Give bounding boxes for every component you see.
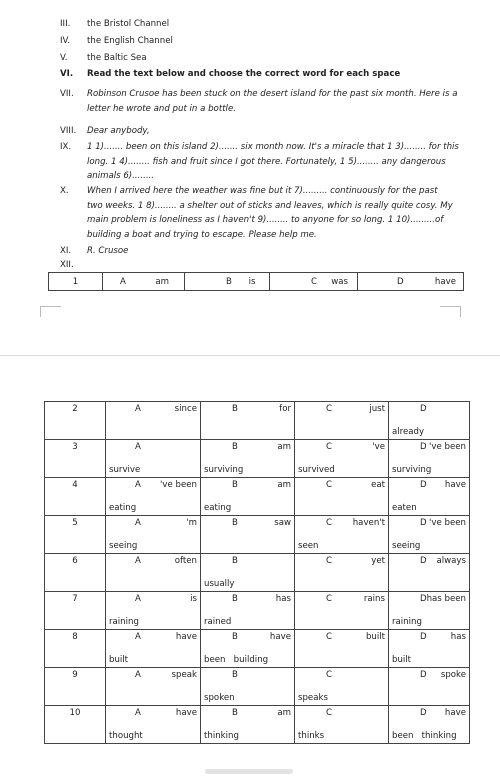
paragraph-number: XI. — [60, 246, 72, 256]
option-value-continued: thinks — [298, 731, 325, 741]
option-a-cell[interactable] — [106, 554, 201, 592]
paragraph-number: VII. — [60, 89, 74, 99]
option-content — [298, 556, 385, 589]
task-number: VI. — [60, 69, 74, 79]
option-value-continued: already — [392, 427, 425, 437]
option-value-continued: speaks — [298, 693, 328, 703]
option-value: haven't — [352, 518, 385, 528]
option-content — [204, 556, 291, 589]
option-letter: D — [420, 404, 427, 414]
option-value-continued: been building — [204, 655, 269, 665]
question-number-cell: 8 — [45, 630, 106, 668]
option-content — [109, 442, 197, 475]
option-value-continued: rained — [204, 617, 232, 627]
option-letter: B — [232, 404, 238, 414]
paragraph-text — [87, 124, 467, 139]
option-letter: A — [135, 594, 141, 604]
option-d-cell[interactable] — [389, 630, 470, 668]
option-letter: A — [120, 276, 126, 287]
option-b-cell[interactable] — [201, 554, 295, 592]
option-letter: C — [326, 594, 333, 604]
option-letter: C — [326, 518, 333, 528]
item-number: IV. — [60, 36, 71, 46]
option-value: since — [174, 404, 197, 414]
option-d-cell[interactable] — [358, 273, 464, 291]
option-letter: B — [232, 480, 238, 490]
option-value-continued: raining — [392, 617, 422, 627]
signature-text: R. Crusoe — [87, 246, 129, 256]
option-value: often — [174, 556, 197, 566]
option-c-cell[interactable] — [295, 478, 389, 516]
option-value-continued: usually — [204, 579, 235, 589]
option-value-continued: surviving — [204, 465, 244, 475]
item-number: III. — [60, 19, 71, 29]
option-value: have — [269, 632, 291, 642]
table-row — [45, 630, 470, 668]
option-value-continued: seeing — [392, 541, 421, 551]
paragraph-number: X. — [60, 186, 69, 196]
option-content — [298, 632, 385, 665]
option-letter: C — [311, 276, 318, 287]
option-letter: C — [326, 480, 333, 490]
option-content — [204, 404, 291, 437]
option-value-continued: surviving — [392, 465, 432, 475]
option-c-cell[interactable] — [295, 630, 389, 668]
option-letter: A — [135, 632, 141, 642]
paragraph-line: letter he wrote and put in a bottle. — [87, 103, 236, 114]
option-value-continued: survive — [109, 465, 141, 475]
option-c-cell[interactable] — [295, 554, 389, 592]
option-value: have — [444, 708, 466, 718]
option-d-cell[interactable] — [389, 592, 470, 630]
option-content — [392, 442, 466, 475]
paragraph-line: long. 1 4)........ fish and fruit since I got there. Fortunately, 1 5)........ any dangerous — [87, 156, 446, 167]
option-content — [204, 632, 291, 665]
option-value-continued: seen — [298, 541, 319, 551]
option-content — [204, 480, 291, 513]
option-d-cell[interactable] — [389, 706, 470, 744]
option-value-continued: eating — [109, 503, 137, 513]
option-a-cell[interactable] — [106, 668, 201, 706]
option-c-cell[interactable] — [295, 592, 389, 630]
option-value: am — [277, 708, 291, 718]
option-content — [109, 404, 197, 437]
scroll-handle[interactable] — [205, 769, 293, 774]
option-letter: B — [232, 556, 238, 566]
paragraph-line: Dear anybody, — [87, 126, 150, 136]
option-letter: D — [420, 594, 427, 604]
option-content — [109, 632, 197, 665]
question-number-cell: 7 — [45, 592, 106, 630]
paragraph-line: 1 1)....... been on this island 2)....... six month now. It's a miracle that 1 3)........ for this — [87, 142, 459, 152]
option-value: is — [248, 276, 256, 287]
option-content — [298, 442, 385, 475]
option-value: 've — [372, 442, 385, 452]
item-text: the Baltic Sea — [87, 53, 147, 63]
paragraph-line: animals 6)........ — [87, 171, 155, 181]
option-a-cell[interactable] — [106, 440, 201, 478]
option-letter: B — [226, 276, 232, 287]
option-b-cell[interactable] — [201, 440, 295, 478]
option-content — [298, 708, 385, 741]
option-letter: C — [326, 670, 333, 680]
option-c-cell[interactable] — [295, 402, 389, 440]
option-letter: C — [326, 404, 333, 414]
option-content — [392, 480, 466, 513]
option-value: just — [369, 404, 385, 414]
question-number-cell: 9 — [45, 668, 106, 706]
task-text: Read the text below and choose the correct word for each space — [87, 69, 401, 79]
option-value-continued: built — [392, 655, 412, 665]
option-d-cell[interactable] — [389, 668, 470, 706]
option-c-cell[interactable] — [295, 668, 389, 706]
option-content — [109, 594, 197, 627]
option-a-cell[interactable] — [106, 402, 201, 440]
option-letter: B — [232, 708, 238, 718]
question-number-cell: 10 — [45, 706, 106, 744]
option-a-cell[interactable] — [106, 592, 201, 630]
paragraph-line: main problem is loneliness as I haven't 9)........ to anyone for so long. 1 10).........of — [87, 215, 444, 225]
option-content — [109, 518, 197, 551]
option-content — [392, 708, 466, 741]
option-content — [392, 404, 466, 437]
option-value: am — [277, 442, 291, 452]
option-c-cell[interactable] — [295, 440, 389, 478]
option-value: 've been — [160, 480, 197, 490]
paragraph-line: building a boat and trying to escape. Please help me. — [87, 229, 317, 240]
option-value-continued: spoken — [204, 693, 235, 703]
option-letter: D — [420, 442, 427, 452]
option-content — [204, 708, 291, 741]
option-value: for — [279, 404, 291, 414]
option-letter: A — [135, 518, 141, 528]
item-text: the English Channel — [87, 36, 173, 46]
question-number-cell: 4 — [45, 478, 106, 516]
option-letter: B — [232, 442, 238, 452]
question-number-cell: 5 — [45, 516, 106, 554]
page-corner-mark — [440, 306, 461, 317]
option-value-continued: survived — [298, 465, 335, 475]
option-value: has — [450, 632, 466, 642]
option-value: spoke — [440, 670, 466, 680]
option-value: have — [434, 276, 456, 287]
option-b-cell[interactable] — [201, 478, 295, 516]
option-value: rains — [363, 594, 385, 604]
option-value-continued: eating — [204, 503, 232, 513]
option-content — [298, 594, 385, 627]
option-letter: C — [326, 556, 333, 566]
option-content — [109, 556, 197, 589]
page-corner-mark — [40, 306, 61, 317]
option-b-cell[interactable] — [201, 630, 295, 668]
option-content — [204, 594, 291, 627]
option-content — [298, 480, 385, 513]
option-b-cell[interactable] — [201, 402, 295, 440]
paragraph-number: IX. — [60, 142, 72, 152]
option-content — [392, 594, 466, 627]
table-row — [45, 516, 470, 554]
option-b-cell[interactable] — [201, 516, 295, 554]
option-value-continued: raining — [109, 617, 139, 627]
option-value: 'm — [186, 518, 197, 528]
page-separator — [0, 355, 500, 356]
option-content — [392, 556, 466, 589]
option-value: am — [277, 480, 291, 490]
paragraph-line: Robinson Crusoe has been stuck on the desert island for the past six month. Here is a — [87, 89, 458, 99]
option-value: has been — [426, 594, 466, 604]
option-value-continued: thought — [109, 731, 143, 741]
option-letter: C — [326, 632, 333, 642]
option-content — [109, 708, 197, 741]
option-letter: A — [135, 404, 141, 414]
option-letter: A — [135, 670, 141, 680]
option-d-cell[interactable] — [389, 554, 470, 592]
paragraph-line: When I arrived here the weather was fine but it 7)......... continuously for the past — [87, 186, 438, 196]
option-letter: D — [420, 518, 427, 528]
table-row — [45, 478, 470, 516]
item-text: the Bristol Channel — [87, 19, 170, 29]
paragraph-text — [87, 87, 467, 116]
option-letter: B — [232, 632, 238, 642]
table-row — [45, 402, 470, 440]
option-c-cell[interactable] — [270, 273, 358, 291]
option-content — [109, 670, 197, 703]
option-letter: C — [326, 708, 333, 718]
option-value: 've been — [429, 442, 466, 452]
option-letter: B — [232, 670, 238, 680]
option-value-continued: built — [109, 655, 129, 665]
option-content — [298, 670, 385, 703]
option-a-cell[interactable] — [106, 516, 201, 554]
option-value: speak — [171, 670, 197, 680]
option-value: is — [190, 594, 197, 604]
option-value-continued: been thinking — [392, 731, 457, 741]
option-a-cell[interactable] — [106, 706, 201, 744]
paragraph-number: XII. — [60, 260, 74, 270]
option-value: eat — [371, 480, 385, 490]
option-a-cell[interactable] — [106, 478, 201, 516]
option-content — [204, 442, 291, 475]
option-b-cell[interactable] — [185, 273, 270, 291]
option-d-cell[interactable] — [389, 516, 470, 554]
option-letter: D — [420, 480, 427, 490]
option-content — [109, 480, 197, 513]
question-number-cell: 1 — [49, 273, 103, 291]
option-content — [392, 632, 466, 665]
option-c-cell[interactable] — [295, 706, 389, 744]
item-number: V. — [60, 53, 68, 63]
option-letter: D — [397, 276, 404, 287]
option-letter: C — [326, 442, 333, 452]
option-content — [298, 518, 385, 551]
option-letter: D — [420, 670, 427, 680]
option-letter: A — [135, 708, 141, 718]
option-content — [204, 670, 291, 703]
option-letter: D — [420, 556, 427, 566]
paragraph-number: VIII. — [60, 126, 77, 136]
option-value: have — [444, 480, 466, 490]
table-row — [45, 554, 470, 592]
option-letter: B — [232, 594, 238, 604]
option-value-continued: thinking — [204, 731, 239, 741]
question-number-cell: 6 — [45, 554, 106, 592]
option-d-cell[interactable] — [389, 440, 470, 478]
table-row — [45, 706, 470, 744]
option-a-cell[interactable] — [103, 273, 185, 291]
option-d-cell[interactable] — [389, 402, 470, 440]
option-content — [204, 518, 291, 551]
option-value: yet — [371, 556, 385, 566]
option-value: was — [331, 276, 348, 287]
option-b-cell[interactable] — [201, 706, 295, 744]
table-row — [49, 273, 464, 291]
option-content — [298, 404, 385, 437]
option-content — [392, 518, 466, 551]
option-letter: B — [232, 518, 238, 528]
question-number-cell: 3 — [45, 440, 106, 478]
option-letter: A — [135, 556, 141, 566]
option-letter: D — [420, 708, 427, 718]
option-a-cell[interactable] — [106, 630, 201, 668]
option-b-cell[interactable] — [201, 592, 295, 630]
option-letter: A — [135, 480, 141, 490]
paragraph-line: two weeks. 1 8)........ a shelter out of sticks and leaves, which is really quite cosy. My — [87, 200, 453, 211]
option-b-cell[interactable] — [201, 668, 295, 706]
option-content — [392, 670, 466, 703]
option-value: have — [175, 632, 197, 642]
option-value: have — [175, 708, 197, 718]
table-row — [45, 592, 470, 630]
paragraph-text — [87, 184, 467, 242]
answer-table-top — [48, 272, 464, 291]
option-value: am — [155, 276, 169, 287]
option-letter: D — [420, 632, 427, 642]
option-value: always — [436, 556, 466, 566]
option-letter: A — [135, 442, 141, 452]
paragraph-text — [87, 140, 467, 184]
option-d-cell[interactable] — [389, 478, 470, 516]
table-row — [45, 440, 470, 478]
table-row — [45, 668, 470, 706]
answer-table-main — [44, 401, 470, 744]
option-value: 've been — [429, 518, 466, 528]
option-value-continued: eaten — [392, 503, 417, 513]
option-value: built — [365, 632, 385, 642]
option-value-continued: seeing — [109, 541, 138, 551]
option-value: saw — [274, 518, 291, 528]
option-c-cell[interactable] — [295, 516, 389, 554]
question-number-cell: 2 — [45, 402, 106, 440]
option-value: has — [275, 594, 291, 604]
